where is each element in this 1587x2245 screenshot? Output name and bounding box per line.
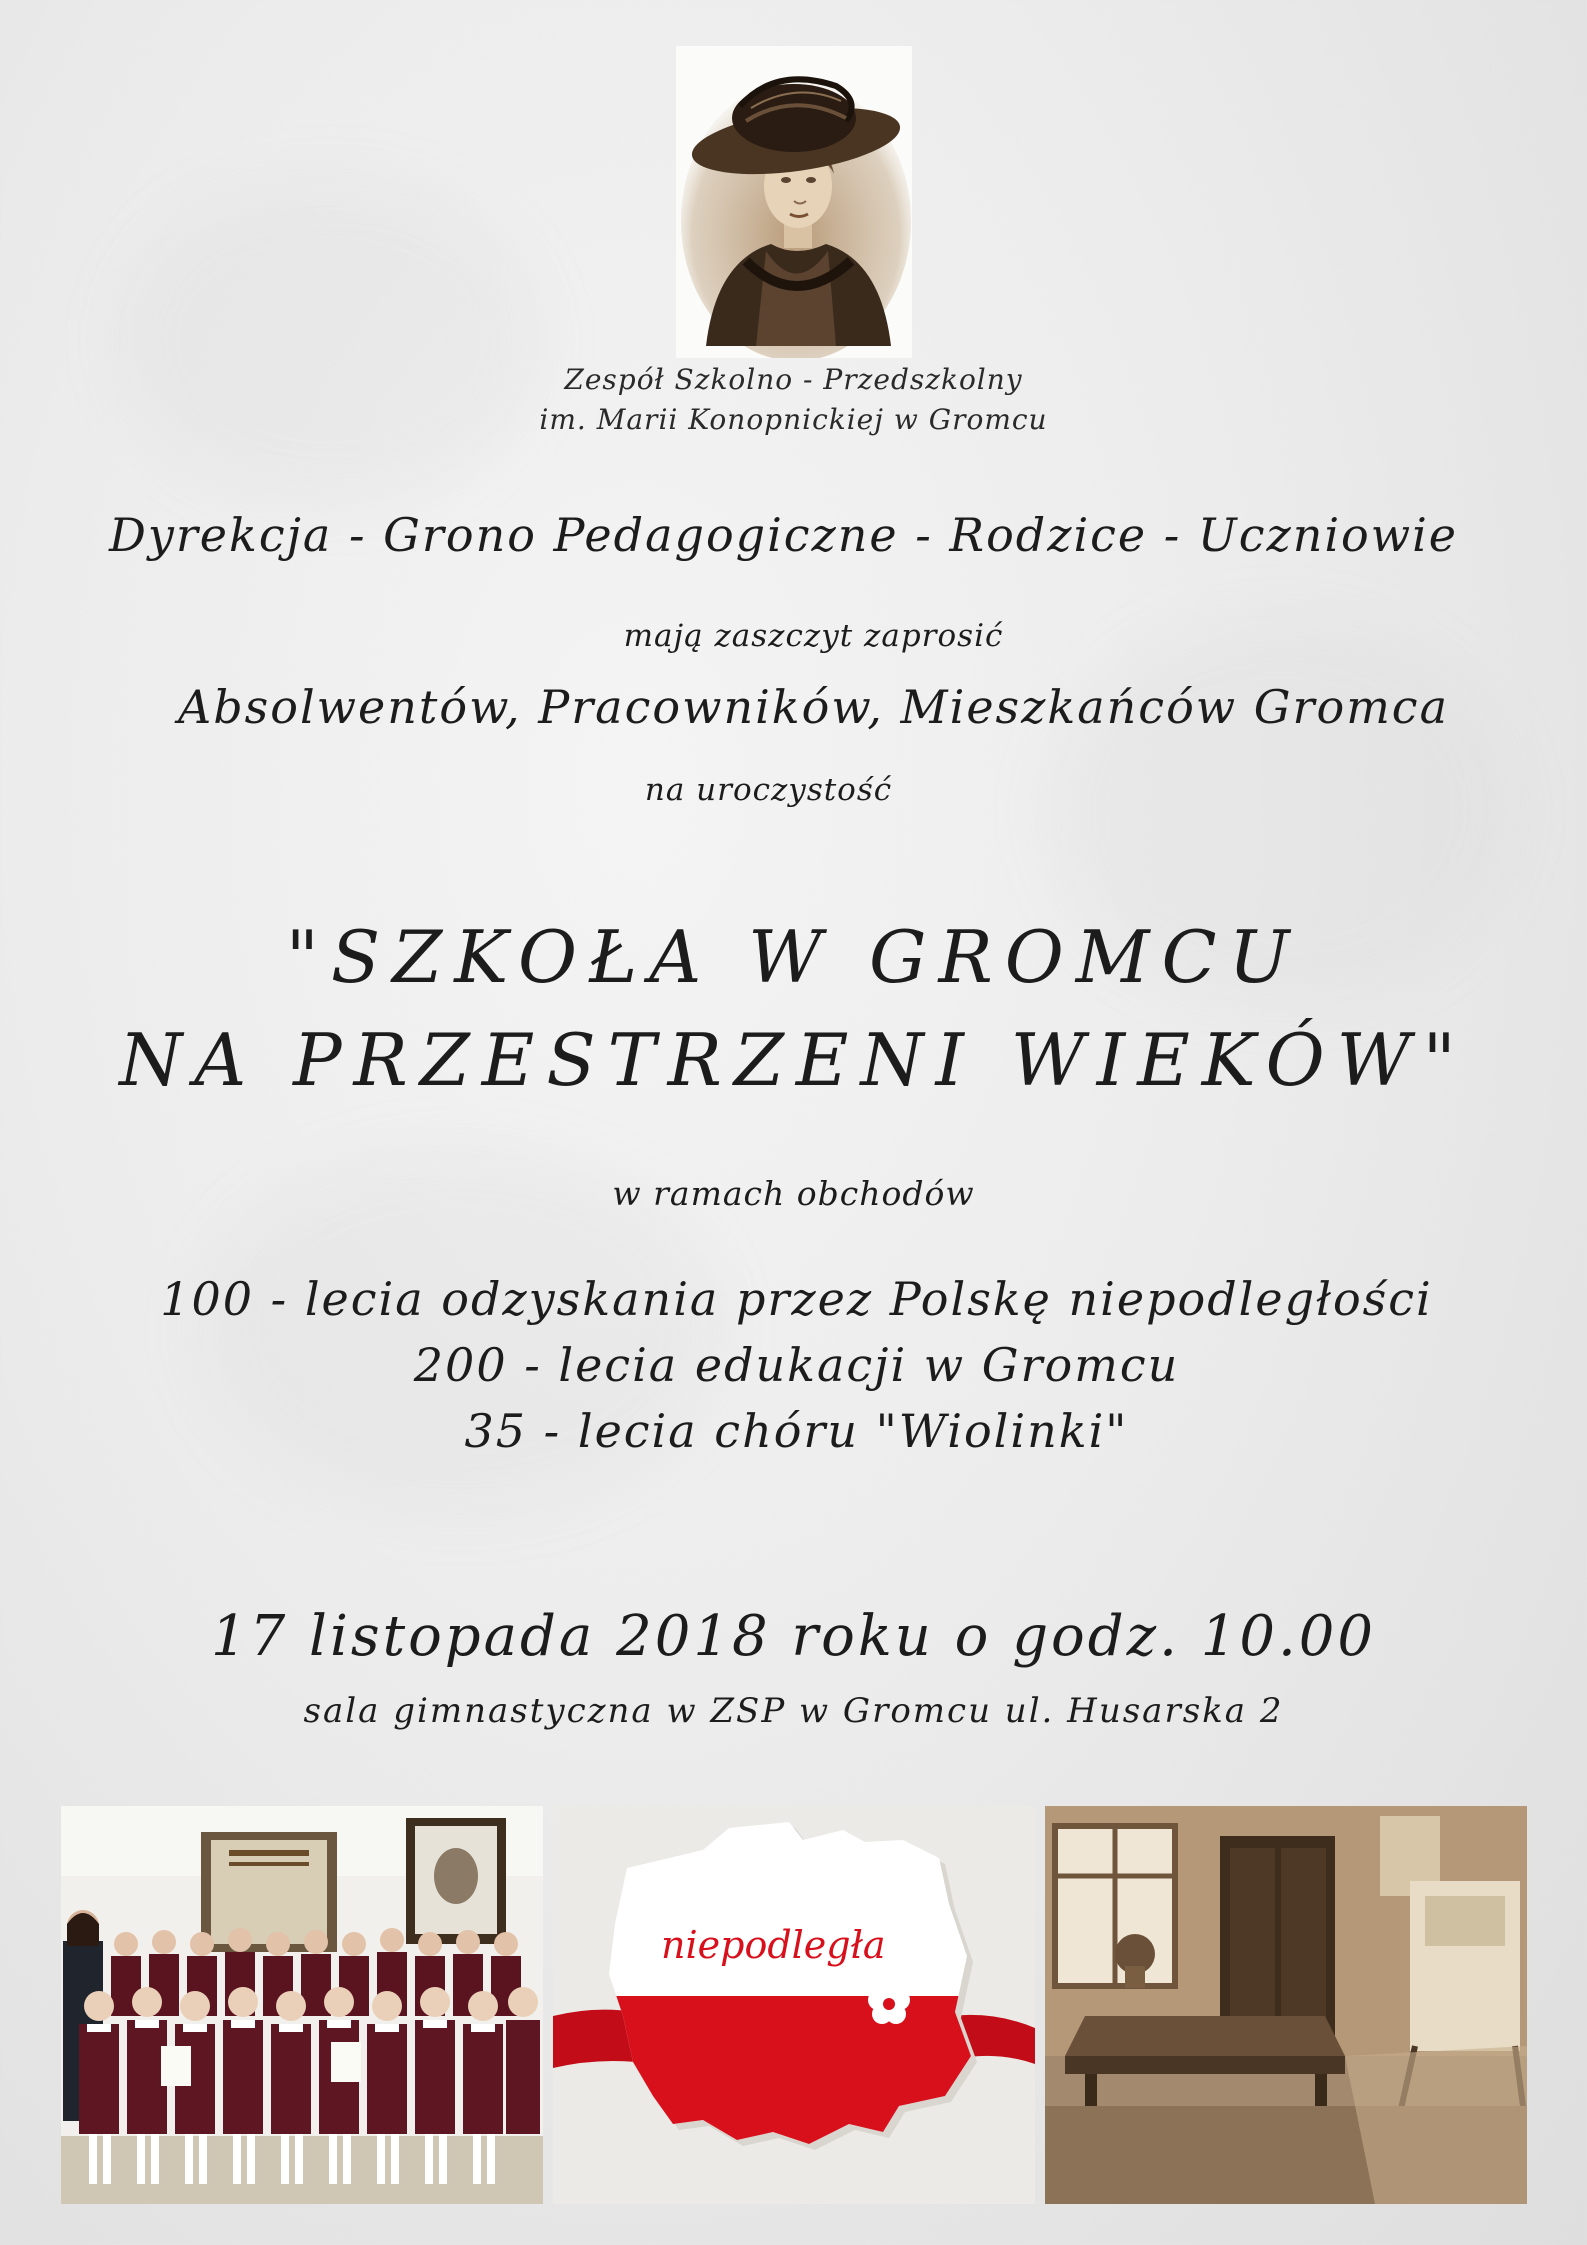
choir-photo [61,1806,543,2204]
event-venue: sala gimnastyczna w ZSP w Gromcu ul. Husarska 2 [303,1691,1284,1731]
school-name: Zespół Szkolno - Przedszkolny [564,363,1023,396]
anniversary-choir: 35 - lecia chóru "Wiolinki" [464,1404,1129,1458]
map-script-text: niepodległa [661,1923,886,1967]
background-stain [120,180,540,500]
hosts-line: Dyrekcja - Grono Pedagogiczne - Rodzice - Uczniowie [108,508,1459,562]
school-patron: im. Marii Konopnickiej w Gromcu [539,403,1048,436]
patron-portrait [676,46,912,358]
event-title-line1: "SZKOŁA W GROMCU [285,915,1302,999]
occasion-text: na uroczystość [644,772,893,808]
event-title-line2: NA PRZESTRZENI WIEKÓW" [119,1018,1468,1102]
guests-line: Absolwentów, Pracowników, Mieszkańców Gromca [178,680,1449,734]
anniversary-education: 200 - lecia edukacji w Gromcu [413,1338,1180,1392]
celebration-frame-text: w ramach obchodów [612,1174,975,1213]
classroom-photo [1045,1806,1527,2204]
anniversary-independence: 100 - lecia odzyskania przez Polskę niepodległości [160,1272,1433,1326]
poland-map-photo [553,1806,1035,2204]
event-date: 17 listopada 2018 roku o godz. 10.00 [210,1604,1377,1669]
invite-text: mają zaszczyt zaprosić [623,618,1004,654]
